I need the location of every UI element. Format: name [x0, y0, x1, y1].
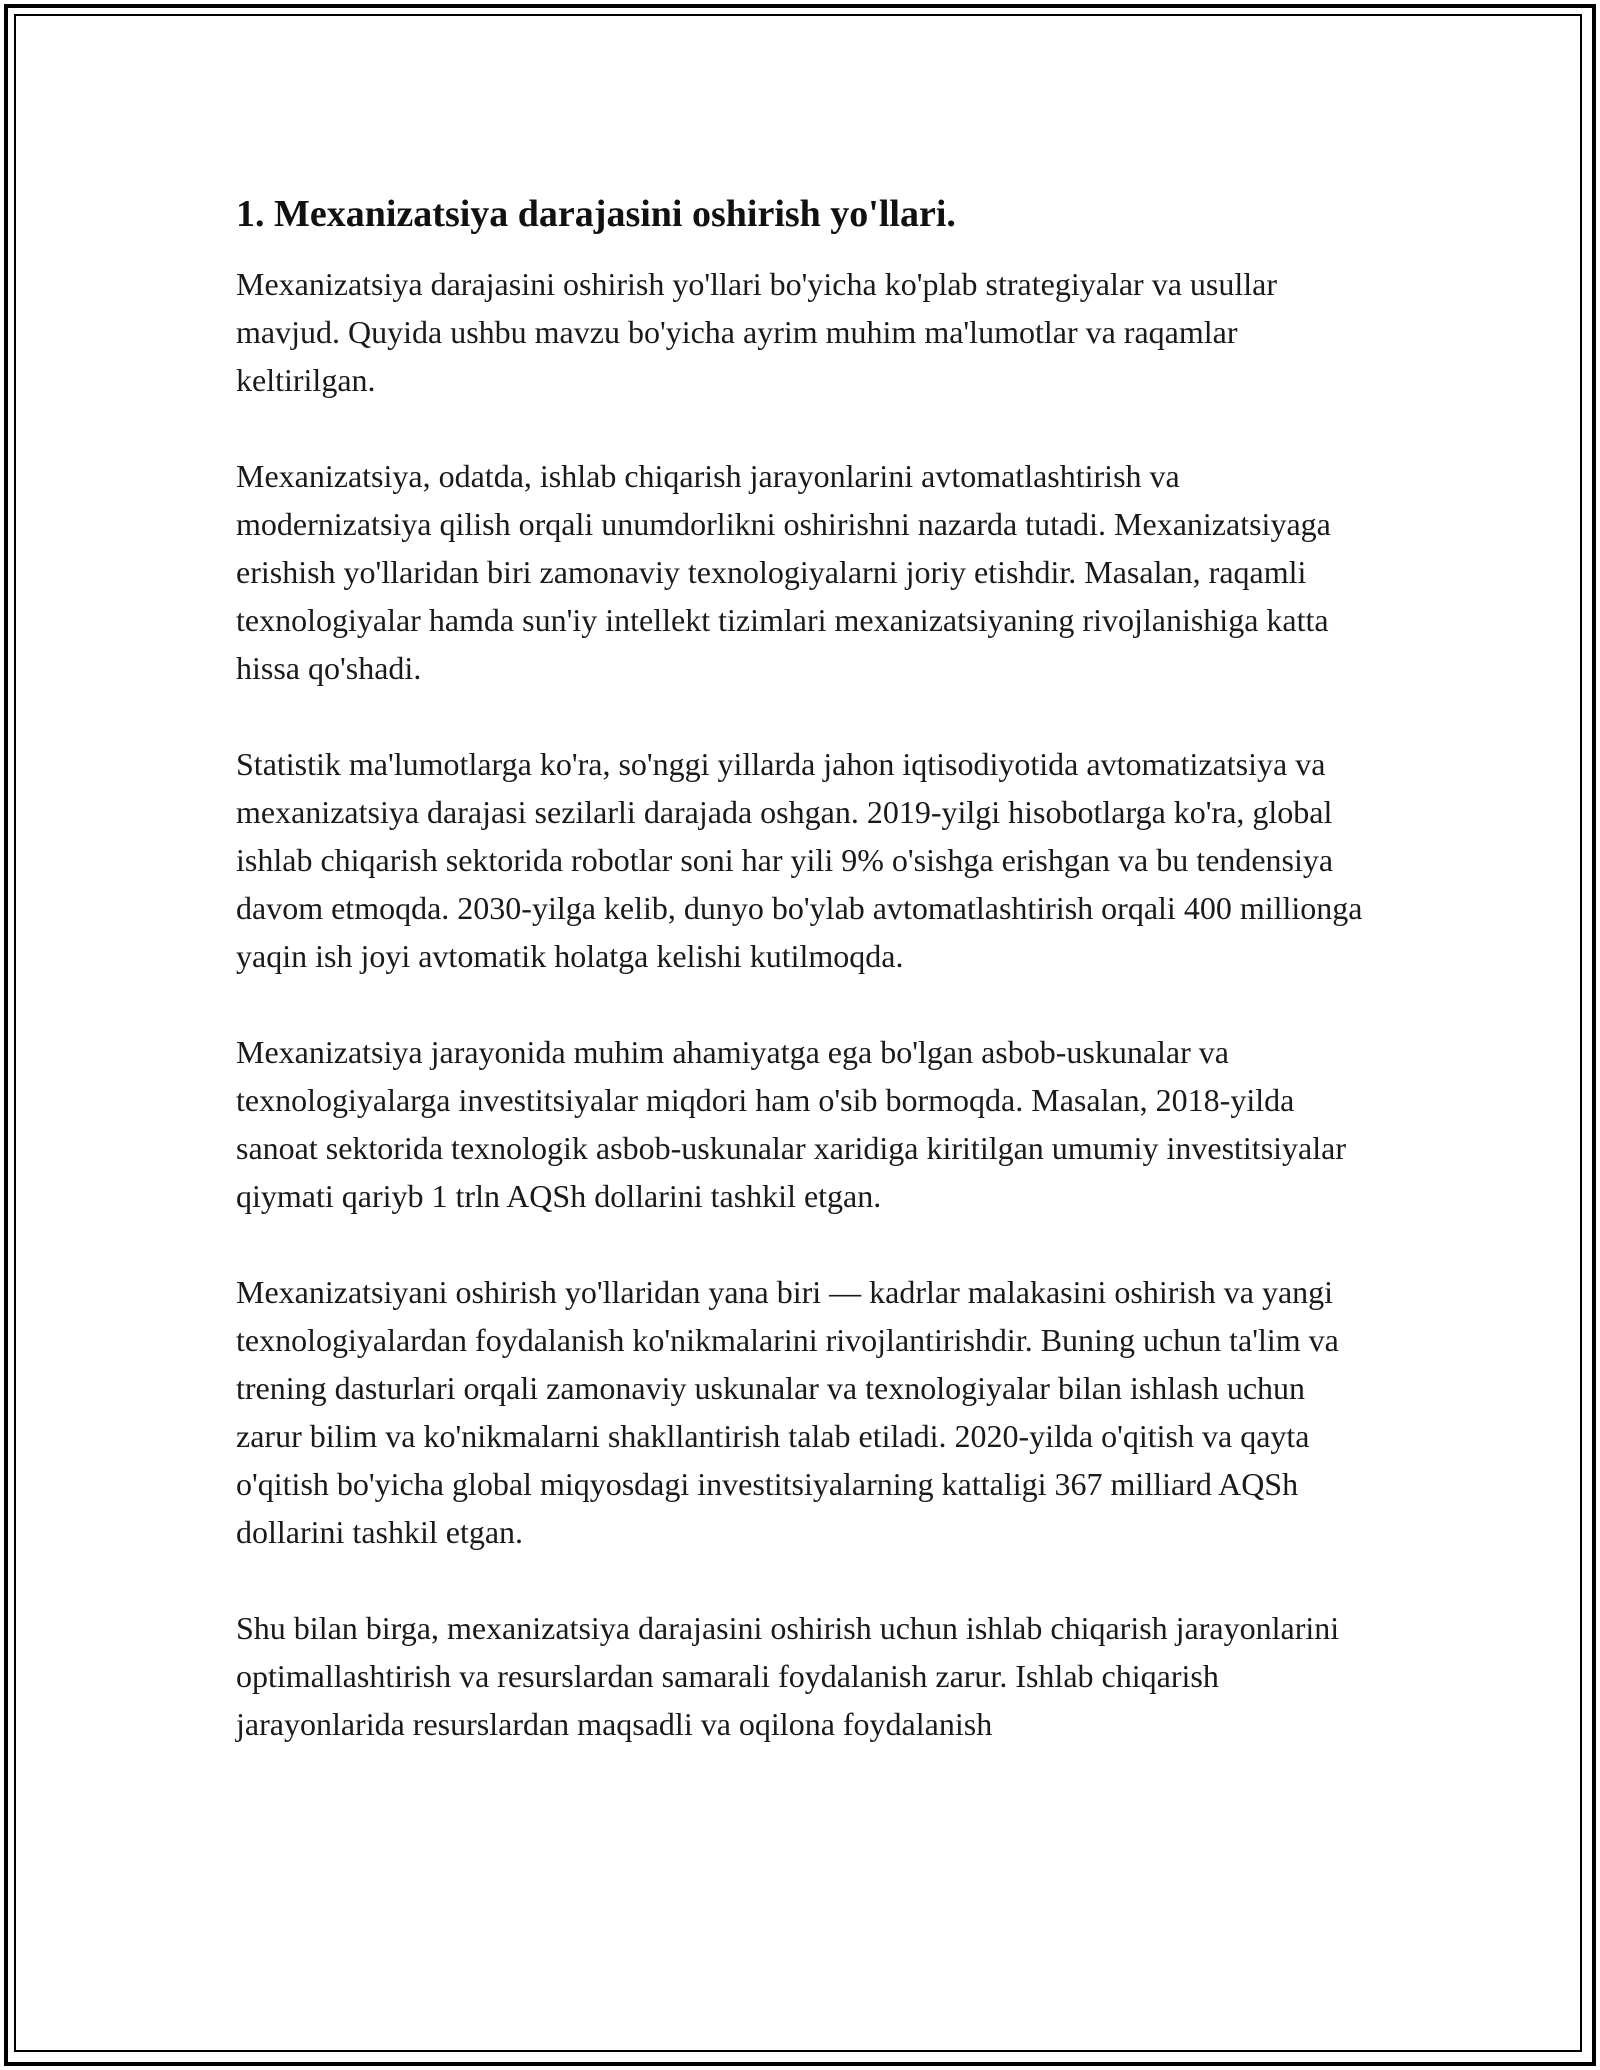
paragraph-optimization: Shu bilan birga, mexanizatsiya darajasini oshirish uchun ishlab chiqarish jarayonlarini optimallashtirish va resurslardan samarali foydalanish zarur. Ishlab chiqarish jarayonlarida resurslardan maqsadli va oqilona foydalanish	[236, 1610, 1340, 1742]
section-heading: 1. Mexanizatsiya darajasini oshirish yo'llari.	[236, 193, 956, 235]
paragraph-definition: Mexanizatsiya, odatda, ishlab chiqarish jarayonlarini avtomatlashtirish va modernizatsiya qilish orqali unumdorlikni oshirishni nazarda tutadi. Mexanizatsiyaga erishish yo'llaridan biri zamonaviy texnologiyalarni joriy etishdir. Masalan, raqamli texnologiyalar hamda sun'iy intellekt tizimlari mexanizatsiyaning rivojlanishiga katta hissa qo'shadi.	[236, 458, 1331, 686]
paragraph-training: Mexanizatsiyani oshirish yo'llaridan yana biri — kadrlar malakasini oshirish va yangi texnologiyalardan foydalanish ko'nikmalarini rivojlantirishdir. Buning uchun ta'lim va trening dasturlari orqali zamonaviy uskunalar va texnologiyalar bilan ishlash uchun zarur bilim va ko'nikmalarni shakllantirish talab etiladi. 2020-yilda o'qitish va qayta o'qitish bo'yicha global miqyosdagi investitsiyalarning kattaligi 367 milliard AQSh dollarini tashkil etgan.	[236, 1274, 1339, 1550]
document-body	[236, 190, 1366, 1796]
paragraph-statistics: Statistik ma'lumotlarga ko'ra, so'nggi yillarda jahon iqtisodiyotida avtomatizatsiya va mexanizatsiya darajasi sezilarli darajada oshgan. 2019-yilgi hisobotlarga ko'ra, global ishlab chiqarish sektorida robotlar soni har yili 9% o'sishga erishgan va bu tendensiya davom etmoqda. 2030-yilga kelib, dunyo bo'ylab avtomatlashtirish orqali 400 millionga yaqin ish joyi avtomatik holatga kelishi kutilmoqda.	[236, 746, 1363, 974]
paragraph-intro: Mexanizatsiya darajasini oshirish yo'llari bo'yicha ko'plab strategiyalar va usullar mavjud. Quyida ushbu mavzu bo'yicha ayrim muhim ma'lumotlar va raqamlar keltirilgan.	[236, 266, 1277, 398]
paragraph-investments: Mexanizatsiya jarayonida muhim ahamiyatga ega bo'lgan asbob-uskunalar va texnologiyalarga investitsiyalar miqdori ham o'sib bormoqda. Masalan, 2018-yilda sanoat sektorida texnologik asbob-uskunalar xaridiga kiritilgan umumiy investitsiyalar qiymati qariyb 1 trln AQSh dollarini tashkil etgan.	[236, 1034, 1346, 1214]
